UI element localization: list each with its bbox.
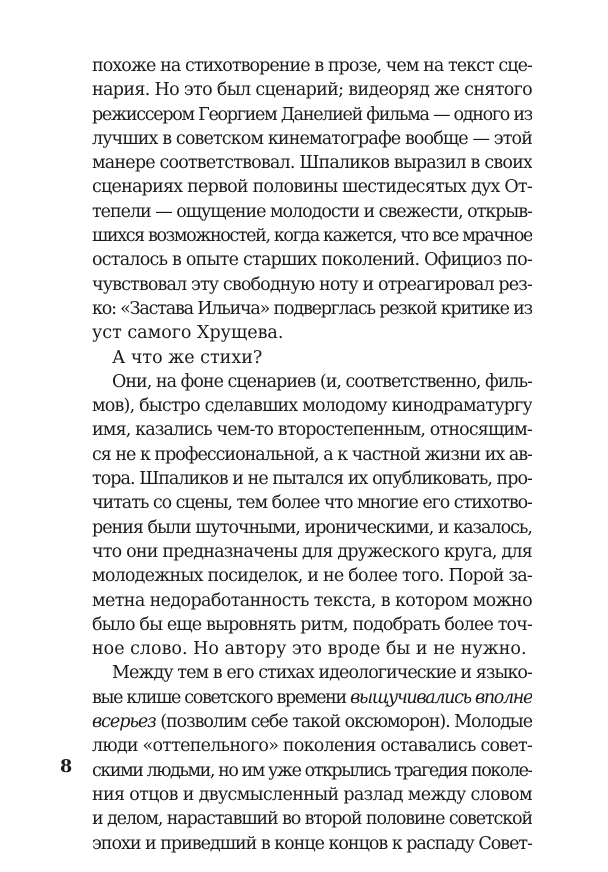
- text-line: что они предназначены для дружеского круга, для: [92, 541, 532, 562]
- text-line: люди «оттепельного» поколения оставались совет-: [92, 736, 532, 757]
- text-line: тепели — ощущение молодости и свежести, открыв-: [92, 201, 532, 222]
- text-run: вые клише советского времени: [92, 687, 351, 708]
- text-line: лучших в советском кинематографе вообще — этой: [92, 128, 532, 149]
- text-line: похоже на стихотворение в прозе, чем на текст сце-: [92, 56, 532, 76]
- text-line: шихся возможностей, когда кажется, что все мрачное: [92, 226, 532, 247]
- text-line: уст самого Хрущева.: [92, 323, 284, 344]
- text-line: сценариях первой половины шестидесятых дух От-: [92, 177, 532, 198]
- text-line: метна недоработанность текста, в котором можно: [92, 590, 532, 611]
- text-line: было бы еще выровнять ритм, подобрать более точ-: [92, 614, 532, 635]
- text-line: тора. Шпаликов и не пытался их опубликовать, про-: [92, 469, 532, 490]
- text-run: (позволим себе такой оксюморон). Молодые: [155, 712, 532, 733]
- text-line: рения были шуточными, ироническими, и казалось,: [92, 517, 532, 538]
- text-line: эпохи и приведший в конце концов к распаду Совет-: [92, 833, 532, 854]
- page-number: 8: [60, 757, 73, 777]
- text-line: чувствовал эту свободную ноту и отреагировал рез-: [92, 274, 532, 295]
- text-line: Между тем в его стихах идеологические и языко-: [112, 663, 532, 684]
- text-line: молодежных посиделок, и не более того. Порой за-: [92, 566, 532, 587]
- text-line: ко: «Застава Ильича» подверглась резкой критике из: [92, 298, 532, 319]
- text-line: ния отцов и двусмысленный разлад между словом: [92, 784, 532, 805]
- text-line: скими людьми, но им уже открылись трагедия поколе-: [92, 760, 532, 781]
- text-line: манере соответствовал. Шпаликов выразил в своих: [92, 153, 532, 174]
- italic-run: выщучивались вполне: [350, 687, 532, 708]
- text-line: Они, на фоне сценариев (и, соответственно, филь-: [112, 371, 532, 392]
- text-line: имя, казались чем-то второстепенным, относящим-: [92, 420, 532, 441]
- text-line: [92, 710, 532, 734]
- text-line: и делом, нараставший во второй половине советской: [92, 809, 532, 830]
- text-line: режиссером Георгием Данелией фильма — одного из: [92, 104, 532, 125]
- body-text: [92, 54, 532, 856]
- italic-run: всерьез: [92, 712, 156, 733]
- text-line: осталось в опыте старших поколений. Официоз по-: [92, 250, 532, 271]
- text-line: ся не к профессиональной, а к частной жизни их ав-: [92, 444, 532, 465]
- text-line: ное слово. Но автору это вроде бы и не нужно.: [92, 639, 527, 660]
- text-line: [92, 686, 532, 710]
- text-line: читать со сцены, тем более что многие его стихотво-: [92, 493, 532, 514]
- text-line: нария. Но это был сценарий; видеоряд же снятого: [92, 80, 532, 101]
- text-line: мов), быстро сделавших молодому кинодраматургу: [92, 396, 532, 417]
- text-line: А что же стихи?: [112, 347, 263, 368]
